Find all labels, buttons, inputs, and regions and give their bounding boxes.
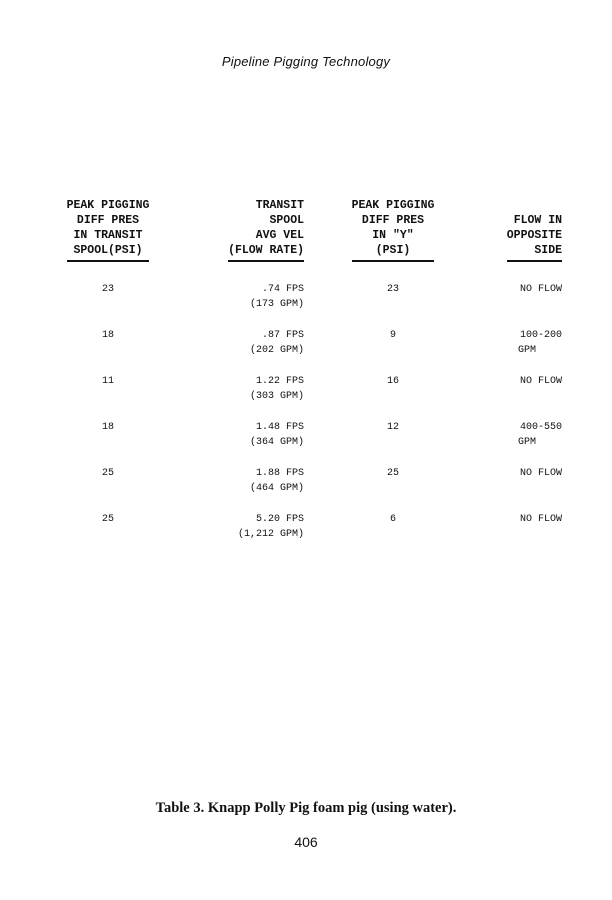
transit-dp-cell: 25 <box>101 514 114 525</box>
opposite-flow-cell <box>452 512 562 558</box>
opposite-flow-cell <box>452 262 562 328</box>
page-number: 406 <box>294 834 318 850</box>
flow-rate-value: (173 GPM) <box>249 299 304 310</box>
flow-rate-value: (1,212 GPM) <box>237 529 304 540</box>
y-dp-cell: 25 <box>386 468 399 479</box>
opposite-flow-value: 100-200 <box>519 330 562 341</box>
column-header-velocity <box>164 198 334 262</box>
velocity-value: 5.20 FPS <box>255 514 304 525</box>
header-row <box>52 198 562 262</box>
table-row <box>52 374 562 420</box>
velocity-cell <box>164 262 334 328</box>
table-row <box>52 420 562 466</box>
transit-dp-cell: 11 <box>101 376 114 387</box>
table-body <box>52 262 562 558</box>
column-header-label: TRANSIT SPOOL AVG VEL (FLOW RATE) <box>228 198 304 262</box>
transit-dp-cell: 23 <box>101 284 114 295</box>
velocity-value: .74 FPS <box>261 284 304 295</box>
table-row <box>52 328 562 374</box>
transit-dp-cell: 18 <box>101 422 114 433</box>
y-dp-cell: 6 <box>389 514 396 525</box>
column-header-label: PEAK PIGGING DIFF PRES IN "Y" (PSI) <box>352 198 435 262</box>
flow-rate-value: (464 GPM) <box>249 483 304 494</box>
velocity-cell <box>164 328 334 374</box>
velocity-cell <box>164 420 334 466</box>
column-header-transit-dp <box>52 198 164 262</box>
y-dp-cell: 23 <box>386 284 399 295</box>
velocity-value: 1.48 FPS <box>255 422 304 433</box>
opposite-flow-value: NO FLOW <box>519 284 562 295</box>
column-header-label: FLOW IN OPPOSITE SIDE <box>507 213 562 262</box>
table-row <box>52 262 562 328</box>
column-header-label: PEAK PIGGING DIFF PRES IN TRANSIT SPOOL(PSI) <box>67 198 150 262</box>
y-dp-cell: 9 <box>389 330 396 341</box>
y-dp-cell: 12 <box>386 422 399 433</box>
opposite-flow-unit: GPM <box>517 437 536 448</box>
table-header <box>52 198 562 262</box>
table-row <box>52 512 562 558</box>
opposite-flow-value: 400-550 <box>519 422 562 433</box>
transit-dp-cell: 25 <box>101 468 114 479</box>
transit-dp-cell: 18 <box>101 330 114 341</box>
data-table <box>52 198 562 558</box>
opposite-flow-value: NO FLOW <box>519 514 562 525</box>
opposite-flow-cell <box>452 466 562 512</box>
velocity-cell <box>164 512 334 558</box>
column-header-opposite-flow <box>452 198 562 262</box>
opposite-flow-cell <box>452 374 562 420</box>
data-table-container <box>52 198 562 558</box>
opposite-flow-cell <box>452 328 562 374</box>
opposite-flow-unit: GPM <box>517 345 536 356</box>
velocity-value: 1.88 FPS <box>255 468 304 479</box>
velocity-value: .87 FPS <box>261 330 304 341</box>
opposite-flow-cell <box>452 420 562 466</box>
opposite-flow-value: NO FLOW <box>519 468 562 479</box>
velocity-value: 1.22 FPS <box>255 376 304 387</box>
velocity-cell <box>164 374 334 420</box>
flow-rate-value: (303 GPM) <box>249 391 304 402</box>
velocity-cell <box>164 466 334 512</box>
running-header: Pipeline Pigging Technology <box>221 54 391 69</box>
opposite-flow-value: NO FLOW <box>519 376 562 387</box>
table-caption: Table 3. Knapp Polly Pig foam pig (using water). <box>155 800 457 816</box>
flow-rate-value: (364 GPM) <box>249 437 304 448</box>
table-row <box>52 466 562 512</box>
column-header-y-dp <box>334 198 452 262</box>
flow-rate-value: (202 GPM) <box>249 345 304 356</box>
y-dp-cell: 16 <box>386 376 399 387</box>
